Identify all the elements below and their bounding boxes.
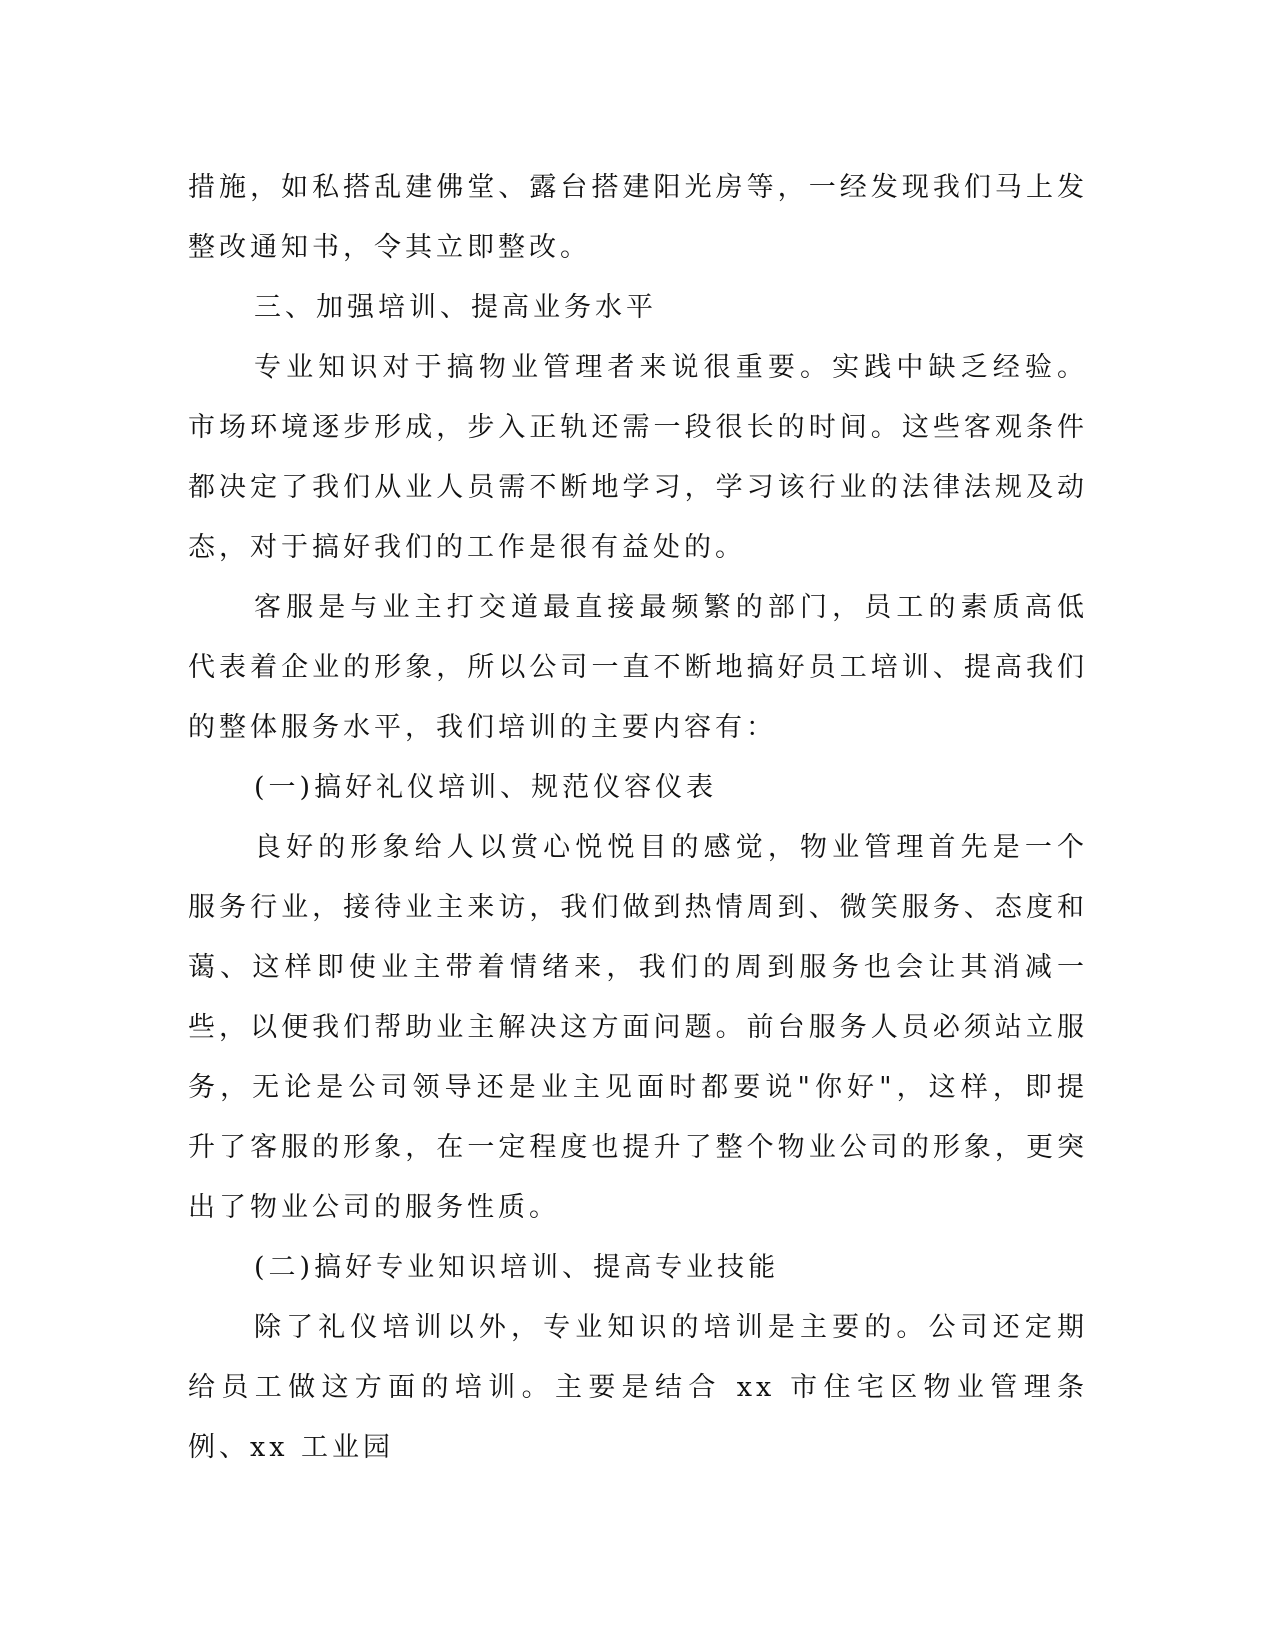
- subheading-professional-training: (二)搞好专业知识培训、提高专业技能: [254, 1252, 780, 1283]
- paragraph-customer-service: 客服是与业主打交道最直接最频繁的部门，员工的素质高低代表着企业的形象，所以公司一直不断地搞好员工培训、提高我们的整体服务水平，我们培训的主要内容有：: [188, 592, 1088, 743]
- document-body: [188, 158, 1088, 1478]
- paragraph-continuation: 措施，如私搭乱建佛堂、露台搭建阳光房等，一经发现我们马上发整改通知书，令其立即整改。: [188, 172, 1088, 263]
- paragraph-professional-knowledge: 专业知识对于搞物业管理者来说很重要。实践中缺乏经验。市场环境逐步形成，步入正轨还需一段很长的时间。这些客观条件都决定了我们从业人员需不断地学习，学习该行业的法律法规及动态，对于搞好我们的工作是很有益处的。: [188, 352, 1088, 563]
- subheading-etiquette-training: (一)搞好礼仪培训、规范仪容仪表: [254, 772, 718, 803]
- section-heading-3: 三、加强培训、提高业务水平: [254, 292, 657, 323]
- paragraph-etiquette-besides: 除了礼仪培训以外，专业知识的培训是主要的。公司还定期给员工做这方面的培训。主要是结合 xx 市住宅区物业管理条例、xx 工业园: [188, 1312, 1088, 1463]
- paragraph-good-image: 良好的形象给人以赏心悦悦目的感觉，物业管理首先是一个服务行业，接待业主来访，我们做到热情周到、微笑服务、态度和蔼、这样即使业主带着情绪来，我们的周到服务也会让其消减一些，以便我们帮助业主解决这方面问题。前台服务人员必须站立服务，无论是公司领导还是业主见面时都要说"你好"，这样，即提升了客服的形象，在一定程度也提升了整个物业公司的形象，更突出了物业公司的服务性质。: [188, 832, 1088, 1223]
